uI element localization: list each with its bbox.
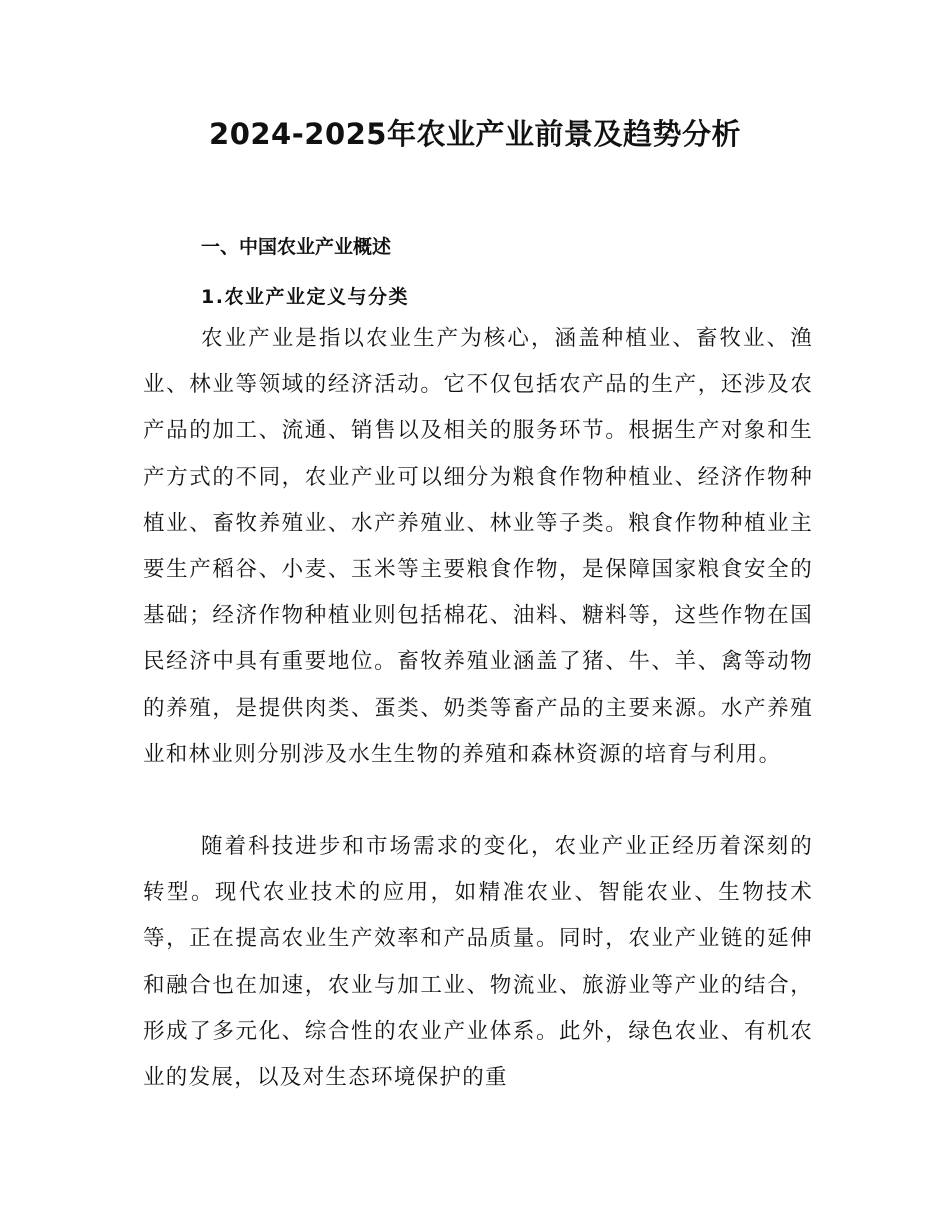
sub-heading: 1.农业产业定义与分类 [201,286,409,308]
body-paragraph: 农业产业是指以农业生产为核心，涵盖种植业、畜牧业、渔业、林业等领域的经济活动。它不仅包括农产品的生产，还涉及农产品的加工、流通、销售以及相关的服务环节。根据生产对象和生产方式的不同，农业产业可以细分为粮食作物种植业、经济作物种植业、畜牧养殖业、水产养殖业、林业等子类。粮食作物种植业主要生产稻谷、小麦、玉米等主要粮食作物，是保障国家粮食安全的基础；经济作物种植业则包括棉花、油料、糖料等，这些作物在国民经济中具有重要地位。畜牧养殖业涵盖了猪、牛、羊、禽等动物的养殖，是提供肉类、蛋类、奶类等畜产品的主要来源。水产养殖业和林业则分别涉及水生生物的养殖和森林资源的培育与利用。 [143,326,813,767]
section-heading: 一、中国农业产业概述 [201,236,392,258]
body-paragraph: 随着科技进步和市场需求的变化，农业产业正经历着深刻的转型。现代农业技术的应用，如精准农业、智能农业、生物技术等，正在提高农业生产效率和产品质量。同时，农业产业链的延伸和融合也在加速，农业与加工业、物流业、旅游业等产业的结合，形成了多元化、综合性的农业产业体系。此外，绿色农业、有机农业的发展，以及对生态环境保护的重 [143,834,813,1091]
document-title: 2024-2025年农业产业前景及趋势分析 [209,117,741,151]
